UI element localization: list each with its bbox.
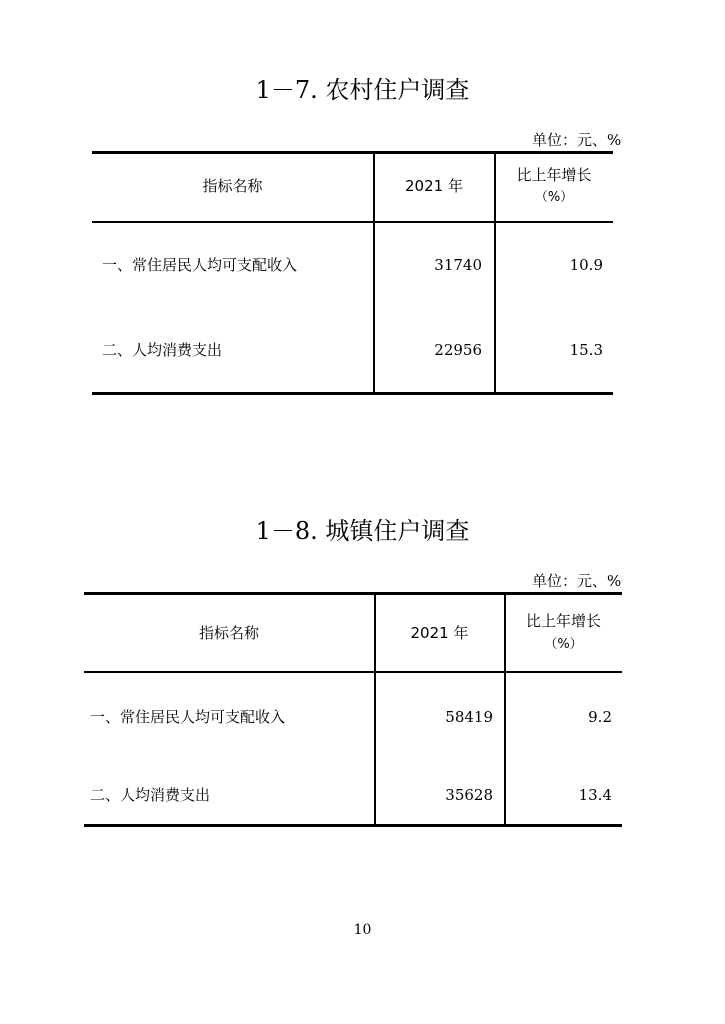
table-title: 1－8. 城镇住户调查: [255, 517, 470, 545]
row-value: 31740: [434, 256, 482, 274]
row-name: 二、人均消费支出: [102, 341, 223, 359]
header-indicator-name: 指标名称: [202, 177, 263, 195]
row-value: 58419: [445, 708, 493, 726]
header-rule: [84, 671, 622, 673]
data-table: [84, 592, 622, 827]
table-bottom-rule: [84, 824, 622, 827]
header-growth: 比上年增长: [525, 612, 601, 630]
header-growth-unit: （%）: [534, 190, 574, 205]
row-growth: 9.2: [588, 708, 612, 726]
row-name: 一、常住居民人均可支配收入: [102, 256, 298, 274]
row-growth: 13.4: [578, 786, 612, 804]
unit-note: 单位：元、%: [532, 572, 622, 590]
table-top-rule: [84, 592, 622, 595]
header-rule: [92, 221, 613, 223]
header-year: 2021 年: [405, 177, 463, 195]
page-number: 10: [353, 922, 372, 938]
unit-note: 单位：元、%: [532, 131, 622, 149]
header-growth-unit: （%）: [544, 637, 583, 652]
header-growth: 比上年增长: [516, 166, 592, 184]
table-title: 1－7. 农村住户调查: [255, 76, 470, 104]
data-table: [92, 151, 613, 395]
row-name: 二、人均消费支出: [90, 786, 211, 804]
row-value: 22956: [434, 341, 482, 359]
table-top-rule: [92, 151, 613, 154]
row-value: 35628: [445, 786, 493, 804]
row-growth: 10.9: [569, 256, 603, 274]
header-indicator-name: 指标名称: [198, 624, 259, 642]
header-year: 2021 年: [410, 624, 469, 642]
row-name: 一、常住居民人均可支配收入: [90, 708, 286, 726]
row-growth: 15.3: [569, 341, 603, 359]
table-bottom-rule: [92, 392, 613, 395]
